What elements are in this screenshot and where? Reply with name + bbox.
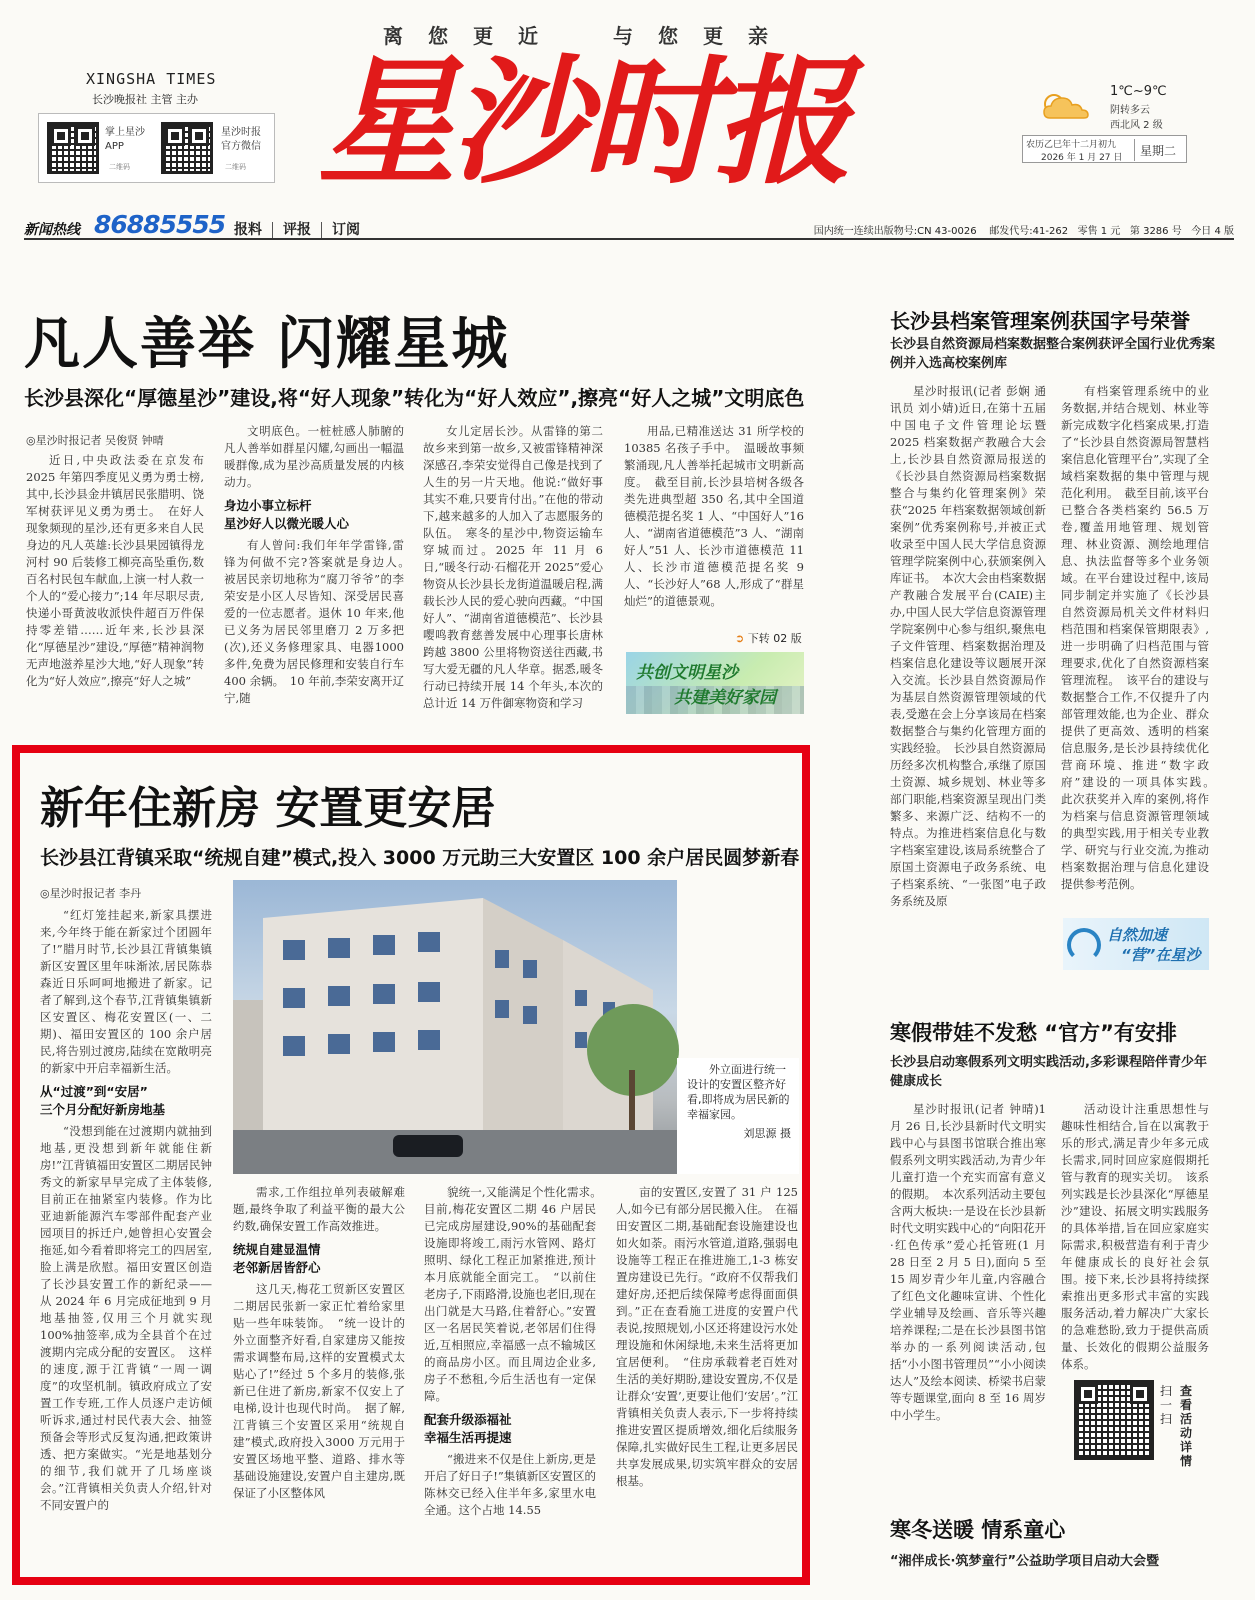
page-count: 今日 4 版 [1191,226,1234,237]
story3-col1: 星沙时报讯(记者 彭娴 通讯员 刘小婧)近日,在第十五届中国电子文件管理论坛暨 2025 档案数据产教融合大会上,长沙县自然资源局报送的《长沙县自然资源局档案数据整合与集约化管理案例》荣获“2025 年档案数据领域创新案例”优秀案例称号,并被正式收录至中国人民大学信息资源管理学院案例中心,获颁案例入库证书。 本次大会由档案数据产教融合发展平台(CAIE)主办,中国人民大学信息资源管理学院案例中心参与组织,聚焦电子文件管理、档案数据治理及档案信息化建设等议题展开深入交流。长沙县自然资源局作为基层自然资源管理领域的代表,受邀在会上分享该局在档案数据整合与集约化管理方面的实践经验。 长沙县自然资源局历经多次机构整合,承继了原国土资源、城乡规划、林业等多部门职能,档案资源呈现出门类繁多、来源广泛、结构不一的特点。为推进档案信息化与数字档案室建设,该局系统整合了原国土资源电子政务系统、电子档案系统、“一张图”电子政务系统及原 [890,384,1046,908]
resettlement-photo[interactable] [233,880,677,1174]
publisher: 长沙晚报社 主管 主办 [92,93,198,106]
story1-col4: 用品,已精准送达 31 所学校的 10385 名孩子手中。 温暖故事频繁涌现,凡人善举托起城市文明新高度。 截至目前,长沙县培树各级各类先进典型超 350 名,其中全国道德模范提名奖 1 人、“中国好人”16人、“湖南省道德模范”3 人、“湖南好人”51 人、长沙市道德模范 11 人、长沙市道德模范提名奖 9 人、“长沙好人”68 人,形成了“群星灿烂”的道德景观。 [624,424,804,608]
jump-label: 下转 02 版 [747,632,802,645]
slogan-char: 近 [518,24,538,48]
story2-subhead: 长沙县江背镇采取“统规自建”模式,投入 3000 万元助三大安置区 100 余户居民圆梦新春 [40,847,800,869]
story3-subhead: 长沙县自然资源局档案数据整合案例获评全国行业优秀案例并入选高校案例库 [890,337,1216,371]
story2-col1: “红灯笼挂起来,新家具摆进来,今年终于能在新家过个团圆年了!”腊月时节,长沙县江背镇集镇新区安置区里年味渐浓,居民陈恭森近日乐呵呵地搬进了新家。记者了解到,这个春节,江背镇集镇新区安置区、梅花安置区(一、二期)、福田安置区的 100 余户居民,将告别过渡房,陆续在宽敞明亮的新家中开启幸福新生活。 从“过渡”到“安居” 三个月分配好新房地基 “没想到能在过渡期内就抽到地基,更没想到新年就能住新房!”江背镇福田安置区二期居民钟秀文的新家早早完成了主体装修,目前正在抽紧室内装修。作为比亚迪新能源汽车零部件配套产业园项目的拆迁户,她曾担心安置会拖延,如今看着即将完工的四居室,脸上满是欣慰。福田安置区创造了长沙县安置工作的新纪录——从 2024 年 6 月完成征地到 9 月地基抽签,仅用三个月就实现 100%抽签率,成为全县首个在过渡期内完成分配的安置区。 这样的速度,源于江背镇“一周一调度”的攻坚机制。镇政府成立了安置工作专班,工作人员逐户走访倾听诉求,通过村民代表大会、抽签预备会等形式反复沟通,把政策讲透、把方案做实。“光是地基划分的细节,我们就开了几场座谈会。”江背镇相关负责人介绍,针对不同安置户的 [40,908,212,1512]
english-name: XINGSHA TIMES [86,70,217,88]
qr-box [38,113,275,183]
link-review[interactable]: 评报 [283,222,311,238]
story3-headline[interactable]: 长沙县档案管理案例获国字号荣誉 [890,309,1190,333]
promo-line1: 自然加速 [1107,926,1168,944]
date-box [1022,135,1187,163]
qr-side-label: 查看活动详情 [1180,1384,1193,1468]
publication-meta [814,222,1234,237]
app-qr-caption: 二维码 [109,163,130,171]
slogan-char: 与 [613,24,633,48]
slogan-char: 离 [383,24,403,48]
story1-headline[interactable]: 凡人善举 闪耀星城 [24,312,510,377]
story2-headline[interactable]: 新年住新房 安置更安居 [40,783,496,834]
story2-col3: 貌统一,又能满足个性化需求。 目前,梅花安置区二期 46 户居民已完成房屋建设,90%的基础配套设施即将竣工,雨污水管网、路灯照明、绿化工程正加紧推进,预计本月底就能全面完工。 “以前住老房子,下雨路滑,设施也老旧,现在出门就是大马路,住着舒心。”安置区一名居民笑着说,老邻居们住得近,互相照应,幸福感一点不输城区的商品房小区。而且周边企业多,房子不愁租,今后生活也有一定保障。 配套升级添福祉 幸福生活再提速 “搬进来不仅是住上新房,更是开启了好日子!”集镇新区安置区的陈林交已经入住半年多,家里水电全通。这个占地 14.55 [424,1185,608,1517]
photo-credit: 刘思源 摄 [743,1127,791,1140]
promo-line1: 共创文明星沙 [636,663,738,683]
slogan-char: 更 [703,24,723,48]
promo-line2: 共建美好家园 [674,688,776,708]
story1-jump[interactable] [735,630,802,646]
wechat-qr-label: 星沙时报 官方微信 [221,127,261,152]
story4-col1: 星沙时报讯(记者 钟晴)1 月 26 日,长沙县新时代文明实践中心与县图书馆联合推出寒假系列文明实践活动,为青少年儿童打造一个充实而富有意义的假期。 本次系列活动主要包含两大板块:一是设在长沙县新时代文明实践中心的“向阳花开·红色传承”爱心托管班(1 月 28 日至 2 月 5 日),面向 5 至 15 周岁青少年儿童,内容融合了红色文化趣味宣讲、个性化学业辅导及绘画、音乐等兴趣培养课程;二是在长沙县图书馆举办的一系列阅读活动,包括“小小图书管理员”“小小阅读达人”及绘本阅读、桥梁书启蒙等专题课堂,面向 8 至 16 周岁中小学生。 [890,1102,1046,1422]
slogan-char: 您 [658,24,678,48]
weather-wind: 西北风 2 级 [1110,120,1163,131]
story1-col1: 近日,中央政法委在京发布2025 年第四季度见义勇为勇士榜,其中,长沙县金井镇居民张腊明、饶军树获评见义勇为勇士。 在好人现象频现的星沙,还有更多来自人民身边的凡人英雄:长沙县果园镇得龙河村 90 后装修工柳亮高坠重伤,数百名村民包车献血,上演一村人救一个人的“爱心接力”;14 年尽职尽责,快递小哥黄波收派快件超百万件保持零差错……近年来,长沙县深化“厚德星沙”建设,“厚德”精神润物无声地滋养星沙大地,“好人现象”转化为“好人效应”,擦亮“好人之城” [26,453,204,688]
cloud-icon [1040,90,1096,120]
hotline-label: 新闻热线 [24,222,80,238]
slogan-char: 更 [473,24,493,48]
activity-qr-icon[interactable] [1074,1380,1154,1460]
photo-caption-box [677,1058,799,1174]
infobar-links [234,219,360,239]
story1-subhead: 长沙县深化“厚德星沙”建设,将“好人现象”转化为“好人效应”,擦亮“好人之城”文明底色 [24,386,805,410]
info-bar [24,210,1234,240]
photo-building-illustration [233,880,677,1174]
weekday: 星期二 [1140,144,1177,158]
postal-code: 邮发代号:41-262 [989,226,1069,237]
link-subscribe[interactable]: 订阅 [332,222,360,238]
issue-number: 第 3286 号 [1129,226,1182,237]
serial-number: 国内统一连续出版物号:CN 43-0026 [813,226,977,237]
story1-col2: 文明底色。一桩桩感人肺腑的凡人善举如群星闪耀,勾画出一幅温暖群像,成为星沙高质量发展的内核动力。 身边小事立标杆 星沙好人以微光暖人心 有人曾问:我们年年学雷锋,雷锋为何做不完?答案就是身边人。 被居民亲切地称为“腐刀爷爷”的李荣安是小区人尽皆知、深受居民喜爱的一位志愿者。退休 10 年来,他已义务为居民邻里磨刀 2 万多把(次),还义务修理家具、电器1000 多件,免费为居民修理和安装自行车 400 余辆。 10 年前,李荣安离开辽宁,随 [224,424,416,705]
link-report[interactable]: 报料 [234,222,262,238]
story2-col4: 亩的安置区,安置了 31 户 125人,如今已有部分居民搬入住。 在福田安置区二期,基础配套设施建设也如火如荼。雨污水管道,道路,强弱电设施等工程正在推进施工,1-3 栋安置房建设已先行。“政府不仅帮我们建好房,还把后续保障考虑得面面俱到。”正在查看施工进度的安置户代表说,按照规划,小区还将建设污水处理设施和休闲绿地,未来生活将更加宜居便利。 “住房承载着老百姓对生活的美好期盼,建设安置房,不仅是让群众‘安置’,更要让他们‘安居’。”江背镇相关负责人表示,下一步将持续推进安置区提质增效,细化后续服务保障,扎实做好民生工程,让更多居民共享发展成果,切实筑牢群众的安居根基。 [616,1185,798,1488]
wechat-qr-icon[interactable] [161,122,213,174]
story2-col2-subhead: 统规自建显温情 老邻新居皆舒心 [233,1242,321,1275]
story4-subhead: 长沙县启动寒假系列文明实践活动,多彩课程陪伴青少年健康成长 [890,1055,1207,1089]
date-divider [1134,139,1135,161]
story1-col3: 女儿定居长沙。从雷锋的第二故乡来到第一故乡,又被雷锋精神深深感召,李荣安觉得自己像是找到了人生的另一片天地。他说:“做好事其实不难,只要肯付出。”在他的带动下,越来越多的人加入了志愿服务的队伍。 寒冬的星沙中,物资运输车穿城而过。2025 年 11 月 6 日,“暖冬行动·石榴花开 2025”爱心物资从长沙县长龙街道温暖启程,满载长沙人民的爱心驶向西藏。“中国好人”、“湖南省道德模范”、长沙县嘤鸣教育慈善发展中心理事长唐林跨越 3800 公里将物资送往西藏,书写大爱无疆的凡人华章。据悉,暖冬行动已持续开展 14 个年头,本次的总计近 14 万件御寒物资和学习 [423,424,603,710]
newspaper-title: 星沙时报 [318,42,847,203]
app-qr-label: 掌上星沙 APP [105,127,145,152]
weather-temp: 1℃~9℃ [1110,84,1167,99]
gregorian-date: 2026 年 1 月 27 日 [1041,153,1123,163]
story4-headline[interactable]: 寒假带娃不发愁 “官方”有安排 [890,1021,1177,1045]
story2-col2: 需求,工作组拉单列表破解难题,最终争取了利益平衡的最大公约数,确保安置工作高效推进。 统规自建显温情 老邻新居皆舒心 这几天,梅花工贸新区安置区二期居民张新一家正忙着给家里贴一些年味装饰。 “统一设计的外立面整齐好看,自家建房又能按需求调整布局,这样的安置模式太贴心了!”经过 5 个多月的装修,张新已住进了新房,新家不仅安上了电梯,设计也现代时尚。 据了解,江背镇三个安置区采用“统规自建”模式,政府投入3000 万元用于安置区场地平整、道路、排水等基础设施建设,安置户自主建房,既保证了小区整体风 [233,1185,405,1500]
qr-scan-label: 扫一扫 [1160,1384,1173,1426]
story3-col2: 有档案管理系统中的业务数据,并结合规划、林业等新完成数字化档案成果,打造了“长沙县自然资源局智慧档案信息化管理平台”,实现了全域档案数据的集中管理与规范化利用。 截至目前,该平台已整合各类档案约 56.5 万卷,覆盖用地管理、规划管理、林业资源、测绘地理信息、执法监督等多个业务领域。在平台建设过程中,该局同步制定并实施了《长沙县自然资源局机关文件材料归档范围和档案保管期限表》,进一步明确了归档范围与管理要求,优化了自然资源档案管理流程。 该平台的建设与数据整合工作,不仅提升了内部管理效能,也为企业、群众提供了更高效、透明的档案信息服务,是长沙县持续优化营商环境、推进“数字政府”建设的一项具体实践。 此次获奖并入库的案例,将作为档案与信息资源管理领域的典型实践,用于相关专业教学、研究与行业交流,为推动档案数据治理与信息化建设提供参考范例。 [1061,384,1221,891]
price: 零售 1 元 [1077,226,1121,237]
story3-promo-banner[interactable] [1063,918,1209,970]
weather-condition: 阴转多云 [1110,105,1150,116]
story2-col3-subhead: 配套升级添福祉 幸福生活再提速 [424,1412,512,1445]
story1-byline: ◎星沙时报记者 吴俊贤 钟晴 [26,434,164,447]
story2-byline: ◎星沙时报记者 李丹 [40,887,142,900]
app-qr-icon[interactable] [47,122,99,174]
slogan-char: 您 [428,24,448,48]
story1-col2-subhead: 身边小事立标杆 星沙好人以微光暖人心 [224,498,350,531]
divider [272,222,273,238]
story1-promo-banner[interactable] [626,652,804,714]
story5-subhead: “湘伴成长·筑梦童行”公益助学项目启动大会暨 [890,1554,1160,1569]
story5-headline[interactable]: 寒冬送暖 情系童心 [890,1518,1066,1542]
jump-arrow-icon: ➲ [735,632,748,645]
slogan-char: 亲 [748,24,768,48]
photo-caption: 外立面进行统一设计的安置区整齐好看,即将成为居民新的幸福家园。 [687,1063,790,1121]
story2-col1-subhead: 从“过渡”到“安居” 三个月分配好新房地基 [40,1084,166,1117]
lunar-date: 农历乙巳年十二月初九 [1026,140,1117,150]
divider [321,222,322,238]
speed-gauge-icon [1067,928,1101,962]
promo-line2: “营”在星沙 [1121,946,1201,964]
story4-col2: 活动设计注重思想性与趣味性相结合,旨在以寓教于乐的形式,满足青少年多元成长需求,同时回应家庭假期托管与教育的现实关切。 该系列实践是长沙县深化“厚德星沙”建设、拓展文明实践服务的具体举措,旨在回应家庭实际需求,积极营造有利于青少年健康成长的良好社会氛围。接下来,长沙县将持续探索推出更多形式丰富的实践服务活动,着力解决广大家长的急难愁盼,致力于提供高质量、长效化的假期公益服务体系。 [1061,1102,1209,1371]
wechat-qr-caption: 二维码 [225,163,246,171]
hotline-number[interactable]: 86885555 [94,210,226,239]
